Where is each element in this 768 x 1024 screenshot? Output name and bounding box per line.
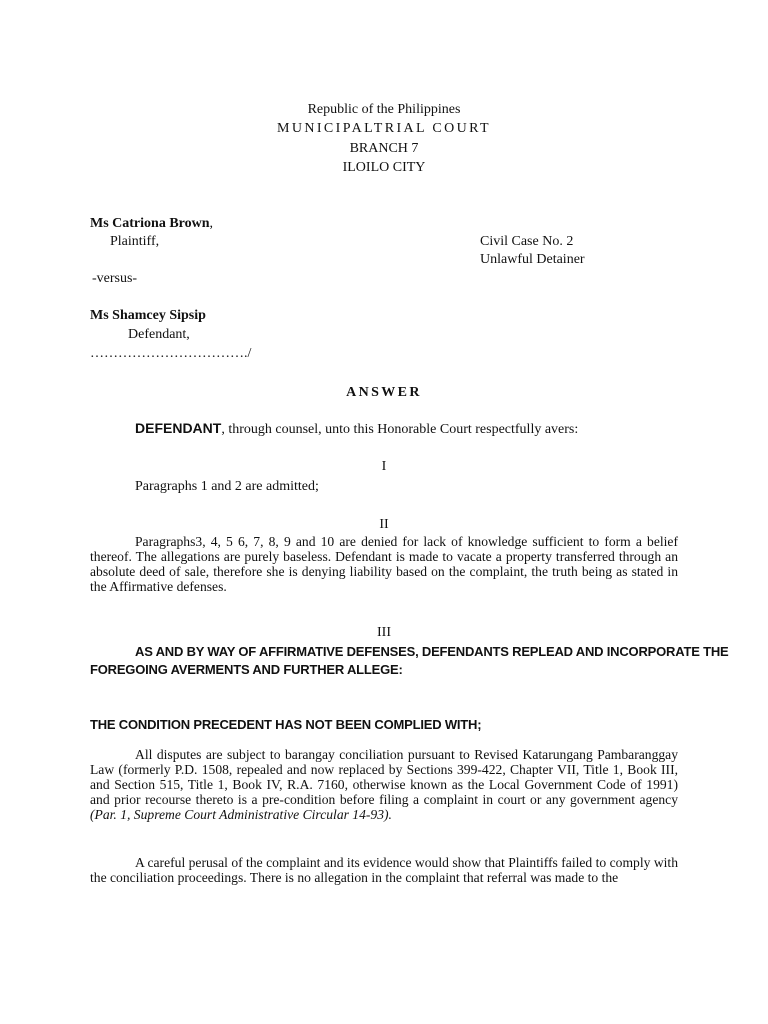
condition-paragraph-2-text: A careful perusal of the complaint and its evidence would show that Plaintiffs failed to comply with the conciliation proceedings. There is no allegation in the complaint that referral was made to the: [90, 855, 678, 885]
section-2-text: Paragraphs3, 4, 5 6, 7, 8, 9 and 10 are denied for lack of knowledge sufficient to form a belief thereof. The allegations are purely baseless. Defendant is made to vacate a property transferred through an absolute deed of sale, therefore she is denying liability based on the complaint, the truth being as stated in the Affirmative defenses.: [90, 534, 678, 594]
plaintiff-role: Plaintiff,: [110, 234, 160, 249]
condition-paragraph-2: [90, 855, 678, 885]
plaintiff-name: Ms Catriona Brown: [90, 216, 210, 231]
defendant-role: Defendant,: [128, 327, 190, 342]
plaintiff-name-comma: ,: [209, 216, 214, 231]
section-3-numeral: III: [377, 625, 391, 640]
caption-separator: ……………………………./: [90, 346, 252, 361]
condition-paragraph-1: [90, 747, 678, 822]
versus-label: -versus-: [92, 271, 138, 286]
city-line: ILOILO CITY: [342, 160, 426, 175]
section-2-paragraph: [90, 534, 678, 594]
section-2-numeral: II: [379, 517, 389, 532]
document-title: ANSWER: [346, 385, 422, 400]
court-name: MUNICIPALTRIAL COURT: [276, 121, 491, 136]
case-type: Unlawful Detainer: [480, 252, 585, 267]
section-1-text: Paragraphs 1 and 2 are admitted;: [135, 479, 319, 494]
condition-heading: THE CONDITION PRECEDENT HAS NOT BEEN COMPLIED WITH;: [90, 717, 482, 732]
intro-text: , through counsel, unto this Honorable Court respectfully avers:: [221, 422, 579, 437]
branch-line: BRANCH 7: [349, 141, 419, 156]
intro-lead: DEFENDANT: [135, 420, 222, 436]
intro-paragraph: [135, 420, 578, 438]
condition-paragraph-1-text: All disputes are subject to barangay conciliation pursuant to Revised Katarungang Pambaranggay Law (formerly P.D. 1508, repealed and now replaced by Sections 399-422, Chapter VII, Title 1, Book III, and Section 515, Title 1, Book IV, R.A. 7160, otherwise known as the Local Government Code of 1991) and prior recourse thereto is a pre-condition before filing a complaint in court or any government agency: [90, 747, 678, 807]
section-3-heading-line2: FOREGOING AVERMENTS AND FURTHER ALLEGE:: [90, 662, 403, 677]
plaintiff-block: [90, 216, 213, 232]
section-1-numeral: I: [381, 459, 387, 474]
defendant-name: Ms Shamcey Sipsip: [90, 308, 206, 323]
republic-line: Republic of the Philippines: [307, 102, 461, 117]
section-3-heading-line1: AS AND BY WAY OF AFFIRMATIVE DEFENSES, DEFENDANTS REPLEAD AND INCORPORATE THE: [135, 644, 729, 659]
condition-paragraph-1-citation: (Par. 1, Supreme Court Administrative Circular 14-93).: [90, 807, 392, 822]
case-number: Civil Case No. 2: [480, 234, 574, 249]
